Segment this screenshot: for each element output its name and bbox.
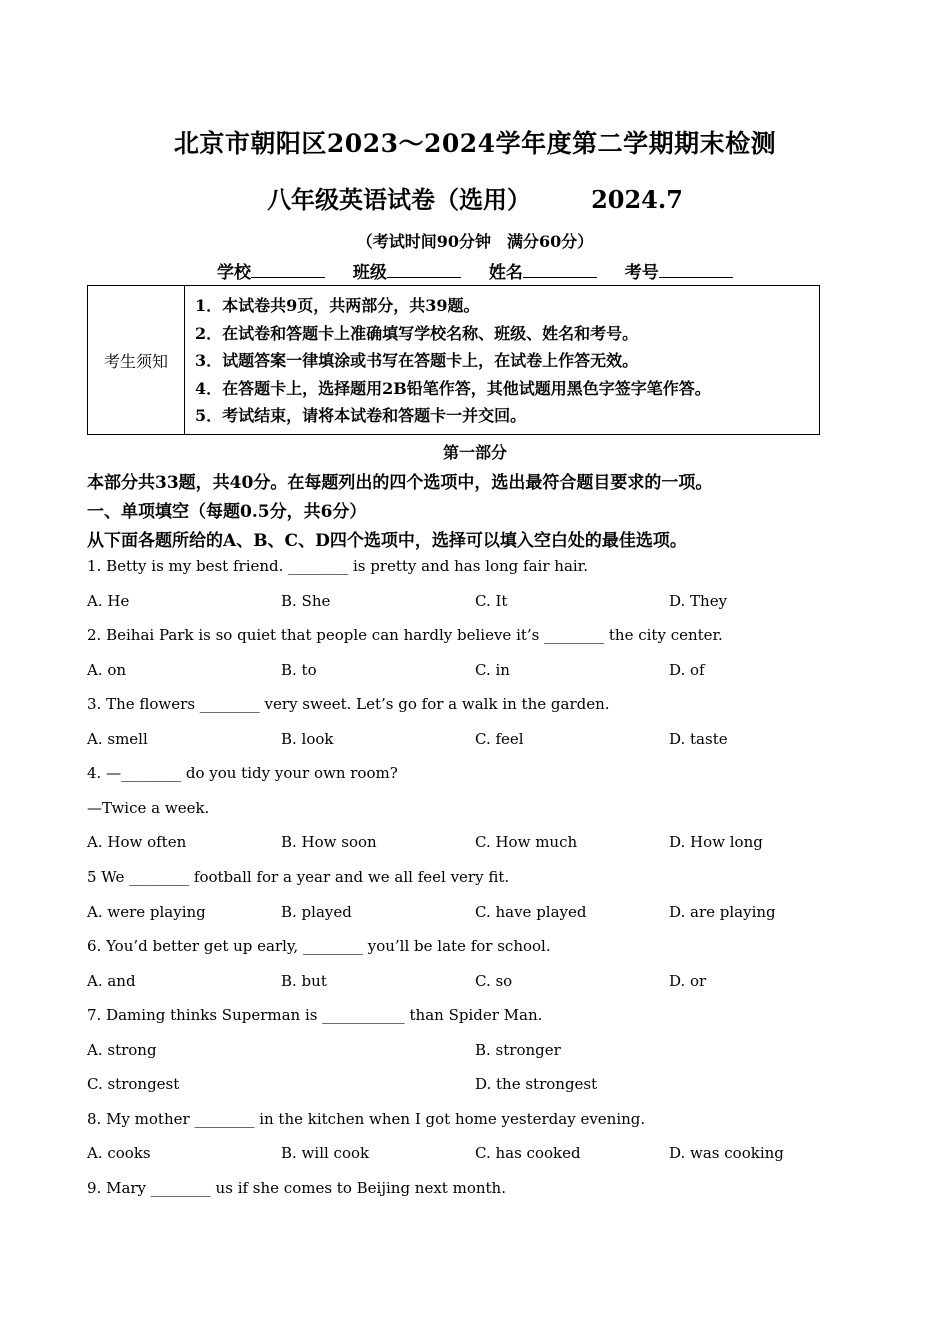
option-a[interactable]: A. How often: [87, 833, 187, 851]
option-a[interactable]: A. strong: [87, 1041, 157, 1059]
question-stem: 3. The flowers ________ very sweet. Let’s go for a walk in the garden.: [87, 695, 610, 713]
question-stem: 7. Daming thinks Superman is ___________ than Spider Man.: [87, 1006, 543, 1024]
option-c[interactable]: C. strongest: [87, 1075, 180, 1093]
option-a[interactable]: A. smell: [87, 730, 148, 748]
option-d[interactable]: D. was cooking: [669, 1144, 784, 1162]
exam-number-field[interactable]: 考号: [625, 263, 733, 283]
section-instruction: 从下面各题所给的A、B、C、D四个选项中，选择可以填入空白处的最佳选项。: [87, 531, 687, 551]
option-a[interactable]: A. He: [87, 592, 130, 610]
option-d[interactable]: D. are playing: [669, 903, 776, 921]
school-blank[interactable]: [251, 263, 325, 278]
notice-item: 2．在试卷和答题卡上准确填写学校名称、班级、姓名和考号。: [195, 323, 639, 343]
part-intro: 本部分共33题，共40分。在每题列出的四个选项中，选出最符合题目要求的一项。: [87, 473, 713, 493]
option-b[interactable]: B. to: [281, 661, 317, 679]
notice-items: [185, 286, 711, 434]
paper-name: 八年级英语试卷（选用）: [267, 185, 532, 214]
option-b[interactable]: B. How soon: [281, 833, 377, 851]
question-stem: 8. My mother ________ in the kitchen when I got home yesterday evening.: [87, 1110, 646, 1128]
notice-box: [87, 285, 820, 435]
exam-info: （考试时间90分钟 满分60分）: [356, 232, 594, 251]
name-field[interactable]: 姓名: [489, 263, 597, 283]
question-stem: 5 We ________ football for a year and we all feel very fit.: [87, 868, 510, 886]
option-c[interactable]: C. How much: [475, 833, 578, 851]
option-c[interactable]: C. in: [475, 661, 510, 679]
option-c[interactable]: C. feel: [475, 730, 524, 748]
notice-item: 3．试题答案一律填涂或书写在答题卡上，在试卷上作答无效。: [195, 351, 639, 370]
question-stem: 1. Betty is my best friend. ________ is pretty and has long fair hair.: [87, 557, 588, 575]
option-c[interactable]: C. so: [475, 972, 513, 990]
student-info-fields: [217, 258, 755, 283]
question-stem: 9. Mary ________ us if she comes to Beijing next month.: [87, 1179, 506, 1197]
part-title: 第一部分: [442, 443, 507, 462]
option-d[interactable]: D. of: [669, 661, 705, 679]
option-a[interactable]: A. on: [87, 661, 127, 679]
section-title: 一、单项填空（每题0.5分，共6分）: [87, 502, 367, 522]
notice-item: 5．考试结束，请将本试卷和答题卡一并交回。: [195, 406, 527, 425]
notice-label: 考生须知: [88, 286, 185, 434]
school-field[interactable]: 学校: [217, 263, 325, 283]
option-c[interactable]: C. have played: [475, 903, 587, 921]
notice-item: 1．本试卷共9页，共两部分，共39题。: [195, 296, 480, 315]
class-field[interactable]: 班级: [353, 263, 461, 283]
option-d[interactable]: D. the strongest: [475, 1075, 598, 1093]
option-c[interactable]: C. It: [475, 592, 508, 610]
option-b[interactable]: B. will cook: [281, 1144, 370, 1162]
notice-item: 4．在答题卡上，选择题用2B铅笔作答，其他试题用黑色字签字笔作答。: [195, 378, 711, 398]
name-blank[interactable]: [523, 263, 597, 278]
question-stem: 4. —________ do you tidy your own room?: [87, 764, 398, 782]
option-b[interactable]: B. look: [281, 730, 334, 748]
option-c[interactable]: C. has cooked: [475, 1144, 581, 1162]
exam-subtitle: [0, 180, 950, 215]
option-d[interactable]: D. or: [669, 972, 707, 990]
option-b[interactable]: B. but: [281, 972, 327, 990]
question-stem: 6. You’d better get up early, ________ you’ll be late for school.: [87, 937, 551, 955]
option-d[interactable]: D. They: [669, 592, 728, 610]
option-a[interactable]: A. were playing: [87, 903, 206, 921]
exam-date: 2024.7: [591, 185, 683, 214]
option-b[interactable]: B. played: [281, 903, 352, 921]
question-stem: 2. Beihai Park is so quiet that people can hardly believe it’s ________ the city center.: [87, 626, 723, 644]
option-b[interactable]: B. She: [281, 592, 331, 610]
exam-title: 北京市朝阳区2023～2024学年度第二学期期末检测: [173, 129, 777, 158]
option-d[interactable]: D. taste: [669, 730, 728, 748]
option-b[interactable]: B. stronger: [475, 1041, 561, 1059]
option-a[interactable]: A. and: [87, 972, 136, 990]
option-a[interactable]: A. cooks: [87, 1144, 151, 1162]
option-d[interactable]: D. How long: [669, 833, 763, 851]
class-blank[interactable]: [387, 263, 461, 278]
exam-number-blank[interactable]: [659, 263, 733, 278]
question-response: —Twice a week.: [87, 799, 210, 817]
